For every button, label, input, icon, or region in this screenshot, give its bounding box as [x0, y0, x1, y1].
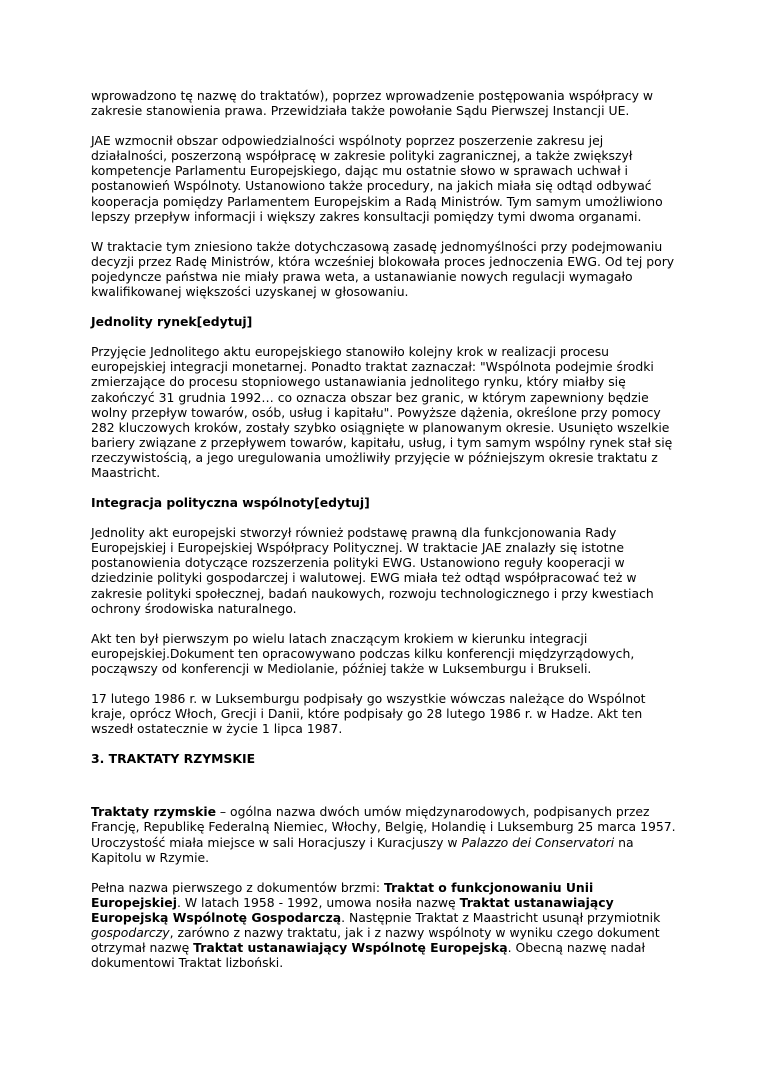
paragraph-intro: wprowadzono tę nazwę do traktatów), poprzez wprowadzenie postępowania współpracy w zakresie stanowienia prawa. Przewidziała także powołanie Sądu Pierwszej Instancji UE.	[91, 88, 654, 119]
term-eec-treaty: Traktat ustanawiający Europejską Wspólnotę Gospodarczą	[91, 894, 614, 925]
heading-political-integration: Integracja polityczna wspólnoty[edytuj]	[91, 495, 370, 511]
text-span: – ogólna nazwa dwóch umów międzynarodowych, podpisanych przez Francję, Republikę Federalną Niemiec, Włochy, Belgię, Holandię i Luksemburg 25 marca 1957. Uroczystość miała miejsce w sali Horacjuszy i Kuracjuszy w	[91, 804, 676, 850]
paragraph-integration-2: Akt ten był pierwszym po wielu latach znaczącym krokiem w kierunku integracji europejskiej.Dokument ten opracowywano podczas kilku konferencji międzyrządowych, począwszy od konferencji w Mediolanie, później także w Luksemburgu i Brukseli.	[91, 630, 635, 676]
paragraph-jae-competences: JAE wzmocnił obszar odpowiedzialności wspólnoty poprzez poszerzenie zakresu jej działalności, poszerzoną współpracę w zakresie polityki zagranicznej, a także zwiększył kompetencje Parlamentu Europejskiego, dając mu ostatnie słowo w sprawach uchwał i postanowień Wspólnoty. Ustanowiono także procedury, na jakich miała się odtąd odbywać kooperacja pomiędzy Parlamentem Europejskim a Radą Ministrów. Tym samym umożliwiono lepszy przepływ informacji i większy zakres konsultacji pomiędzy tymi dwoma organami.	[91, 133, 663, 224]
text-span: na Kapitolu w Rzymie.	[91, 834, 634, 865]
term-rome-treaties: Traktaty rzymskie	[91, 804, 216, 820]
paragraph-single-market: Przyjęcie Jednolitego aktu europejskiego stanowiło kolejny krok w realizacji procesu europejskiej integracji monetarnej. Ponadto traktat zaznaczał: "Wspólnota podejmie środki zmierzające do procesu stopniowego ustanawiania jednolitego rynku, który miałby się zakończyć 31 grudnia 1992… co oznacza obszar bez granic, w którym zapewniony będzie wolny przepływ towarów, osób, usług i kapitału". Powyższe dążenia, określone przy pomocy 282 kluczowych kroków, zostały szybko osiągnięte w planowanym okresie. Usunięto wszelkie bariery związane z przepływem towarów, kapitału, usług, i tym samym wspólny rynek stał się rzeczywistością, a jego uregulowania umożliwiły przyjęcie w późniejszym okresie traktatu z Maastricht.	[91, 344, 673, 480]
term-gospodarczy: gospodarczy	[91, 925, 170, 941]
paragraph-unanimity: W traktacie tym zniesiono także dotychczasową zasadę jednomyślności przy podejmowaniu decyzji przez Radę Ministrów, która wcześniej blokowała proces jednoczenia EWG. Od tej pory pojedyncze państwa nie miały prawa weta, a ustanawianie nowych regulacji wymagało kwalifikowanej większości uzyskanej w głosowaniu.	[91, 238, 675, 300]
paragraph-rome-1	[91, 804, 681, 864]
paragraph-integration-3: 17 lutego 1986 r. w Luksemburgu podpisały go wszystkie wówczas należące do Wspólnot kraje, oprócz Włoch, Grecji i Danii, które podpisały go 28 lutego 1986 r. w Hadze. Akt ten wszedł ostatecznie w życie 1 lipca 1987.	[91, 691, 646, 737]
paragraph-integration-1: Jednolity akt europejski stworzył również podstawę prawną dla funkcjonowania Rady Europejskiej i Europejskiej Współpracy Politycznej. W traktacie JAE znalazły się istotne postanowienia dotyczące rozszerzenia polityki EWG. Ustanowiono reguły kooperacji w dziedzinie polityki gospodarczej i walutowej. EWG miała też odtąd współpracować też w zakresie polityki społecznej, badań naukowych, rozwoju technologicznego i przy kwestiach ochrony środowiska naturalnego.	[91, 525, 654, 616]
text-span: . W latach 1958 - 1992, umowa nosiła nazwę	[176, 894, 460, 910]
term-tfeu: Traktat o funkcjonowaniu Unii Europejskiej	[91, 879, 594, 910]
heading-rome-treaties: 3. TRAKTATY RZYMSKIE	[91, 751, 256, 767]
paragraph-rome-2	[91, 880, 681, 971]
text-span: Pełna nazwa pierwszego z dokumentów brzmi:	[91, 879, 384, 895]
term-ec-treaty: Traktat ustanawiający Wspólnotę Europejską	[193, 940, 508, 956]
text-span: . Następnie Traktat z Maastricht usunął przymiotnik	[341, 909, 661, 925]
heading-single-market: Jednolity rynek[edytuj]	[91, 314, 253, 330]
text-span: , zarówno z nazwy traktatu, jak i z nazwy wspólnoty w wyniku czego dokument otrzymał nazwę	[91, 925, 660, 956]
text-span: . Obecną nazwę nadał dokumentowi Traktat lizboński.	[91, 940, 645, 971]
place-palazzo: Palazzo dei Conservatori	[461, 834, 615, 850]
document-page	[91, 88, 681, 985]
